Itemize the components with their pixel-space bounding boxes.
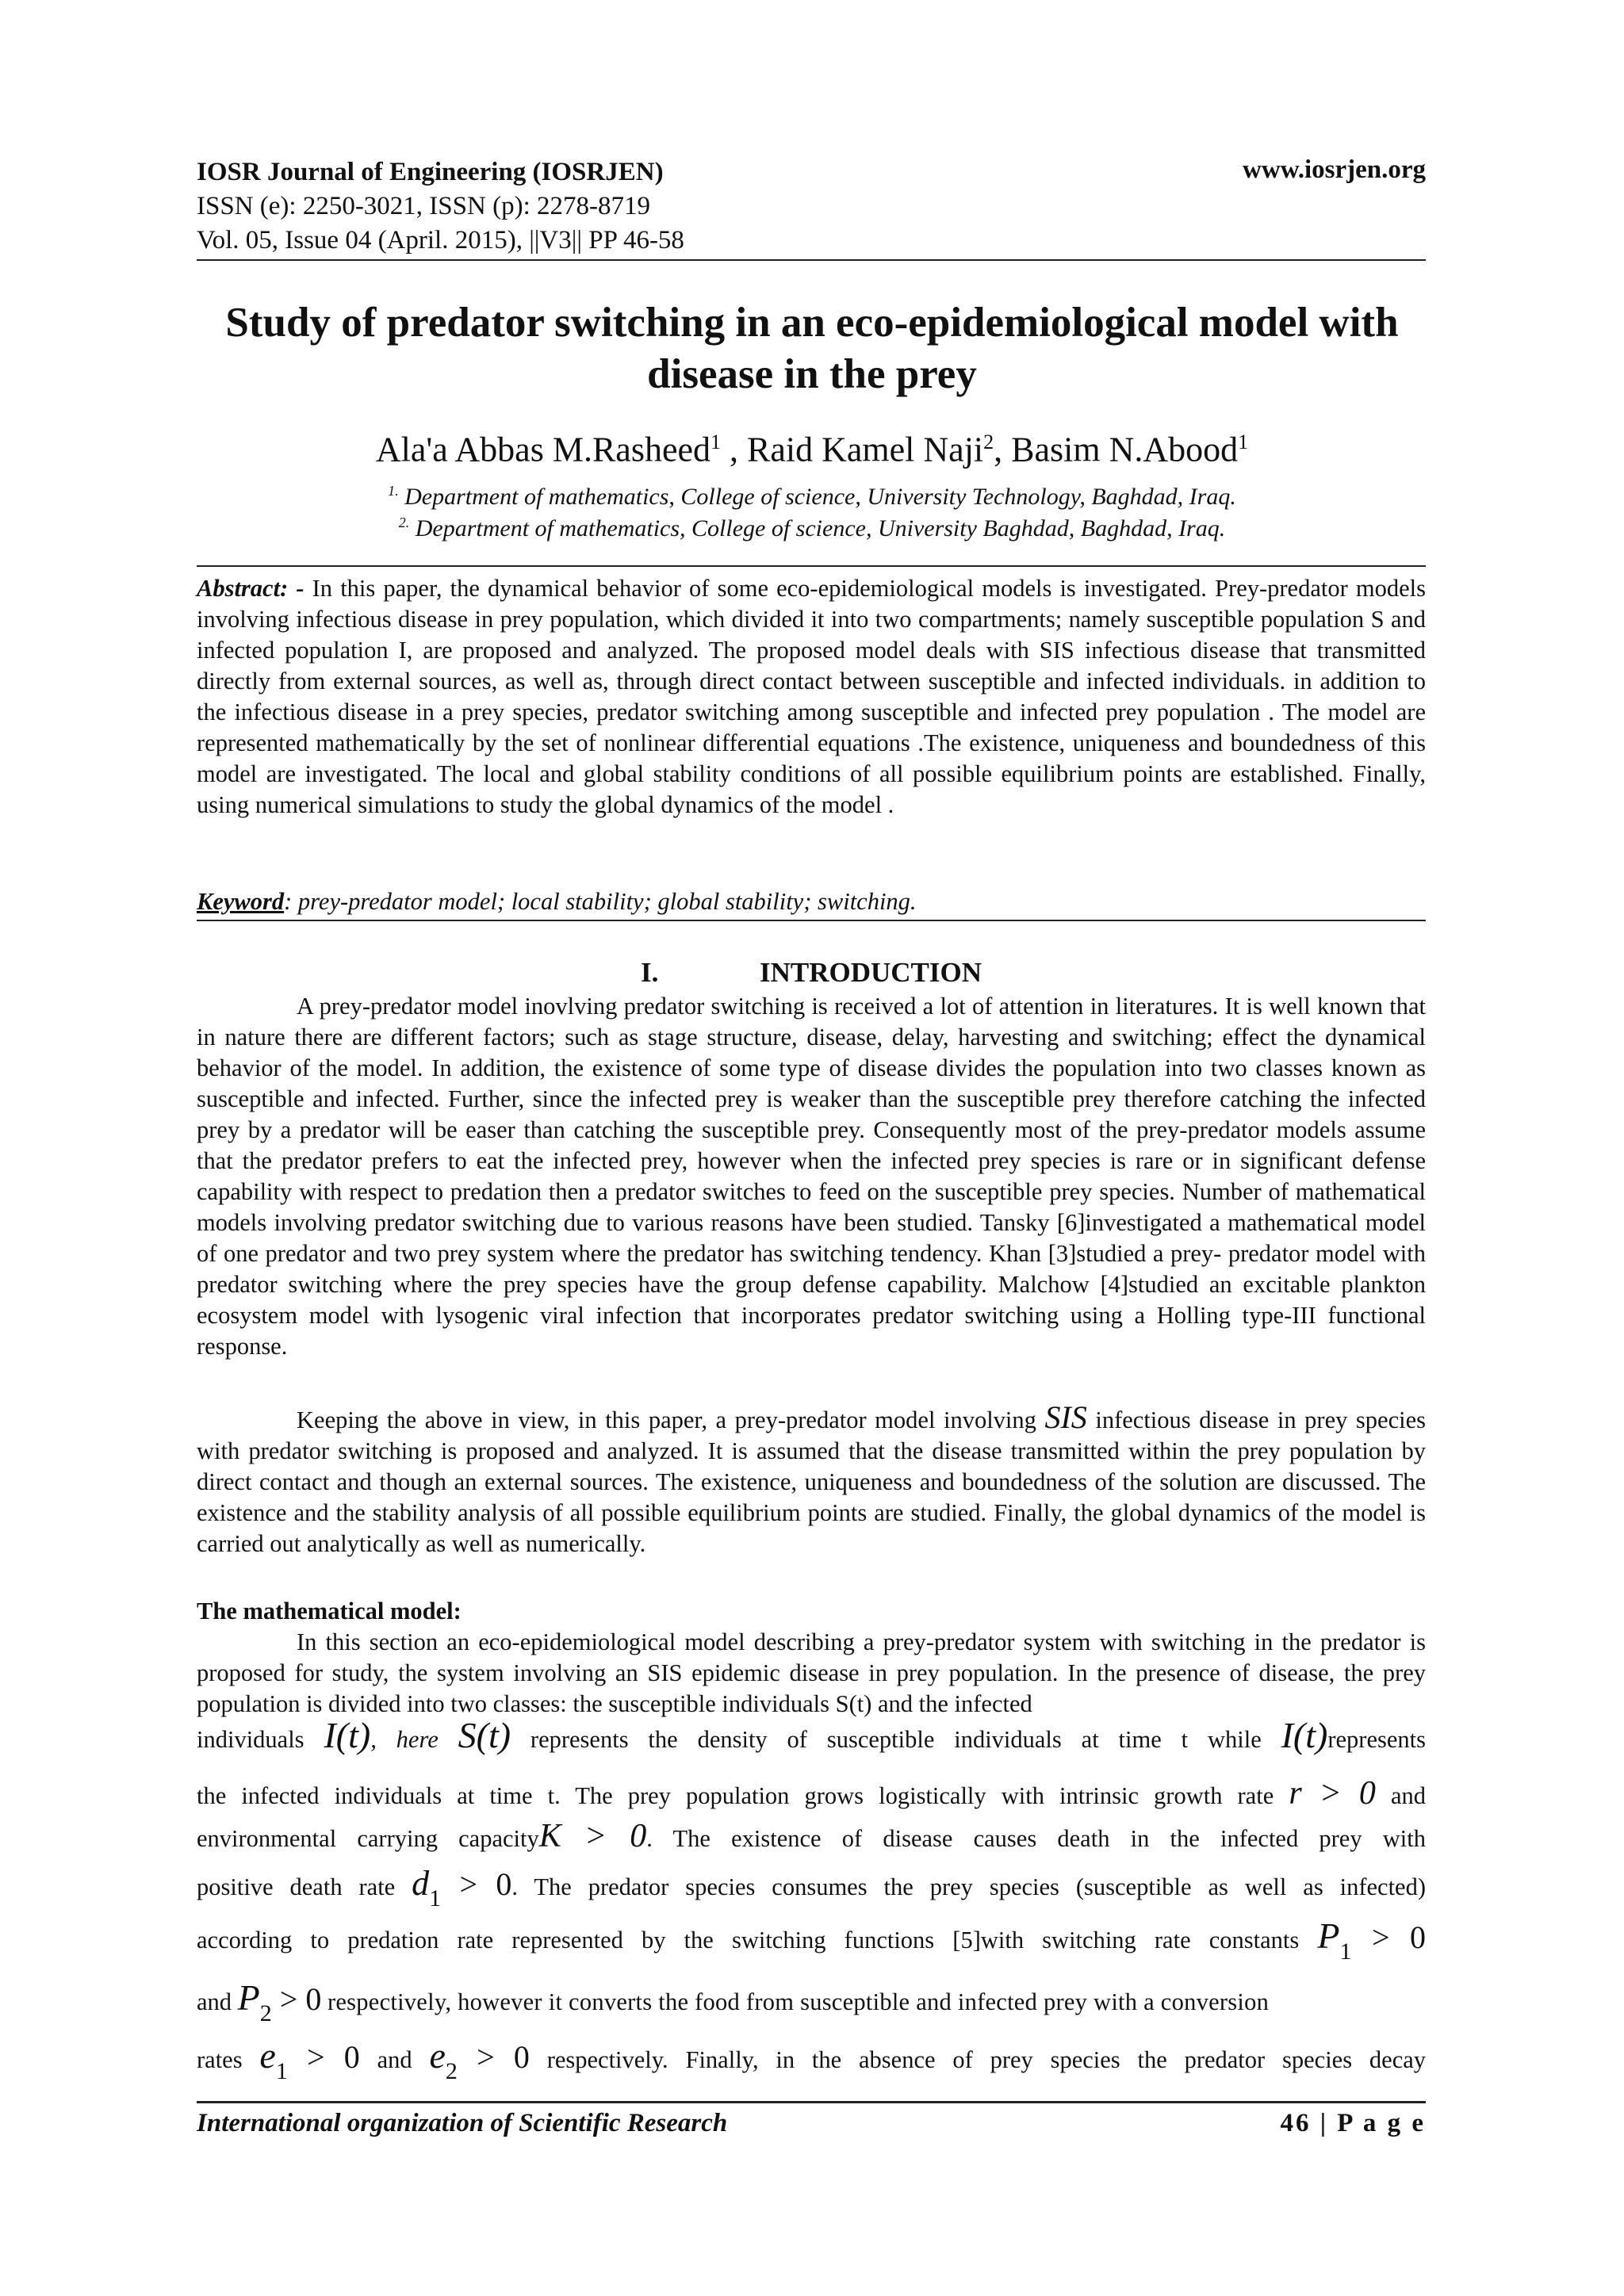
keyword-text: : prey-predator model; local stability; global stability; switching. xyxy=(284,888,917,915)
footer-page-number: 46 | P a g e xyxy=(1280,2109,1426,2137)
abstract-text: In this paper, the dynamical behavior of some eco-epidemiological models is investigated. Prey-predator models involving infectious disease in prey population, which divided it into two compartments; namely susceptible population S and infected population I, are proposed and analyzed. The proposed model deals with SIS infectious disease that transmitted directly from external sources, as well as, through direct contact between susceptible and infected individuals. in addition to the infectious disease in a prey species, predator switching among susceptible and infected prey population . The model are represented mathematically by the set of nonlinear differential equations .The existence, uniqueness and boundedness of this model are investigated. The local and global stability conditions of all possible equilibrium points are established. Finally, using numerical simulations to study the global dynamics of the model . xyxy=(197,575,1426,818)
section-heading-introduction xyxy=(197,955,1426,990)
author-affiliation-mark: 2 xyxy=(983,430,994,453)
author-name: , Raid Kamel Naji xyxy=(721,430,984,469)
model-paragraph xyxy=(197,1627,1426,1720)
intro-paragraph-1-text: A prey-predator model inovlving predator switching is received a lot of attention in literatures. It is well known that in nature there are different factors; such as stage structure, disease, delay, harvesting and switching; effect the dynamical behavior of the model. In addition, the existence of some type of disease divides the population into two classes known as susceptible and infected. Further, since the infected prey is weaker than the susceptible prey therefore catching the infected prey by a predator will be easer than catching the susceptible prey. Consequently most of the prey-predator models assume that the predator prefers to eat the infected prey, however when the infected prey species is rare or in significant defense capability with respect to predation then a predator switches to feed on the susceptible prey species. Number of mathematical models involving predator switching due to various reasons have been studied. Tansky [6]investigated a mathematical model of one predator and two prey system where the predator has switching tendency. Khan [3]studied a prey- predator model with predator switching where the prey species have the group defense capability. Malchow [4]studied an excitable plankton ecosystem model with lysogenic viral infection that incorporates predator switching using a Holling type-III functional response. xyxy=(197,993,1426,1360)
math-e-symbol: e xyxy=(429,2035,446,2076)
section-number: I. xyxy=(640,957,659,988)
model-heading: The mathematical model: xyxy=(197,1598,462,1624)
model-text: according to predation rate represented by the switching functions [5]with switching rate constants xyxy=(197,1927,1300,1954)
footer-organization: International organization of Scientific Research xyxy=(197,2109,728,2137)
math-K-positive: K > 0 xyxy=(538,1818,647,1854)
model-text: . The existence of disease causes death in the infected prey with xyxy=(646,1825,1426,1852)
model-text: environmental carrying capacity xyxy=(197,1825,539,1852)
math-sis: SIS xyxy=(1044,1399,1087,1435)
math-e-symbol: e xyxy=(259,2035,276,2076)
author-affiliation-mark: 1 xyxy=(710,430,722,453)
author-affiliation-mark: 1 xyxy=(1238,430,1249,453)
math-e2 xyxy=(429,2035,458,2084)
journal-issn: ISSN (e): 2250-3021, ISSN (p): 2278-8719 xyxy=(197,192,650,220)
math-subscript: 1 xyxy=(429,1885,442,1911)
model-text: and xyxy=(1390,1782,1427,1809)
model-text: individuals xyxy=(197,1726,304,1753)
section-title: INTRODUCTION xyxy=(759,957,982,988)
math-P1 xyxy=(1317,1915,1352,1965)
abstract-label: Abstract: - xyxy=(197,575,304,602)
intro-paragraph-1 xyxy=(197,991,1426,1362)
paper-title xyxy=(159,297,1465,400)
math-e1 xyxy=(259,2035,288,2084)
math-P-symbol: P xyxy=(1317,1915,1340,1956)
math-P-symbol: P xyxy=(237,1977,260,2018)
author-name: , Basim N.Abood xyxy=(994,430,1239,469)
affiliation-text: Department of mathematics, College of science, University Baghdad, Baghdad, Iraq. xyxy=(409,515,1226,541)
model-line-4 xyxy=(197,1863,1427,1911)
journal-name: IOSR Journal of Engineering (IOSRJEN) xyxy=(197,158,664,186)
math-I-t-2: I(t) xyxy=(1281,1715,1328,1755)
affiliation-text: Department of mathematics, College of science, University Technology, Baghdad, Iraq. xyxy=(398,484,1236,510)
model-line-7 xyxy=(197,2034,1427,2084)
affiliation-mark: 2. xyxy=(398,515,410,530)
keyword-rule xyxy=(197,920,1426,921)
math-gt-zero: > 0 xyxy=(1351,1919,1427,1955)
journal-volume: Vol. 05, Issue 04 (April. 2015), ||V3|| PP 46-58 xyxy=(197,226,684,254)
model-text: . The predator species consumes the prey species (susceptible as well as infected) xyxy=(511,1873,1427,1900)
affiliation-mark: 1. xyxy=(388,483,399,499)
intro-paragraph-2-text-cont: infectious disease in prey species with predator switching is proposed and analyzed. It is assumed that the disease transmitted within the prey population by direct contact and though an external sources. The existence, uniqueness and boundedness of the solution are discussed. The existence and the stability analysis of all possible equilibrium points are studied. Finally, the global dynamics of the model is carried out analytically as well as numerically. xyxy=(197,1406,1426,1557)
model-line-3 xyxy=(197,1817,1426,1855)
model-text: represents xyxy=(1327,1726,1426,1753)
math-d-symbol: d xyxy=(412,1864,430,1903)
model-text: represents the density of susceptible individuals at time t while xyxy=(530,1726,1262,1753)
model-line-1 xyxy=(197,1714,1426,1756)
intro-paragraph-2-text: Keeping the above in view, in this paper, a prey-predator model involving xyxy=(297,1406,1045,1433)
model-text: positive death rate xyxy=(197,1873,396,1900)
model-text: rates xyxy=(197,2046,243,2073)
abstract xyxy=(197,573,1426,821)
math-gt-zero: > 0 xyxy=(271,1981,322,2017)
keywords xyxy=(197,886,1426,917)
math-r-positive: r > 0 xyxy=(1289,1775,1376,1812)
math-S-t: S(t) xyxy=(458,1715,511,1755)
author-list xyxy=(159,420,1465,473)
model-text: respectively. Finally, in the absence of prey species the predator species decay xyxy=(546,2046,1427,2073)
math-subscript: 1 xyxy=(275,2058,288,2084)
title-line-2: disease in the prey xyxy=(647,351,977,397)
intro-paragraph-2 xyxy=(197,1399,1426,1559)
model-text: the infected individuals at time t. The prey population grows logistically with intrinsic growth rate xyxy=(197,1782,1274,1809)
math-subscript: 2 xyxy=(259,2000,272,2026)
abstract-top-rule xyxy=(197,565,1426,567)
affiliation-2 xyxy=(159,507,1465,544)
math-I-t: I(t) xyxy=(324,1715,371,1755)
model-line-6 xyxy=(197,1976,1426,2026)
model-text: respectively, however it converts the food from susceptible and infected prey with a conversion xyxy=(327,1988,1270,2015)
journal-website[interactable]: www.iosrjen.org xyxy=(1243,155,1426,184)
model-text: and xyxy=(197,1988,232,2015)
math-d1 xyxy=(412,1864,442,1911)
model-line-2 xyxy=(197,1774,1426,1812)
keyword-label: Keyword xyxy=(197,888,285,915)
math-P2 xyxy=(237,1977,272,2026)
math-subscript: 2 xyxy=(445,2058,458,2084)
author-name: Ala'a Abbas M.Rasheed xyxy=(375,430,711,469)
math-gt-zero: > 0 xyxy=(441,1866,512,1902)
model-text: , here xyxy=(370,1726,439,1753)
math-gt-zero: > 0 xyxy=(287,2039,360,2075)
header-rule xyxy=(197,259,1426,261)
math-gt-zero: > 0 xyxy=(457,2039,530,2075)
model-paragraph-text: In this section an eco-epidemiological model describing a prey-predator system with switching in the predator is proposed for study, the system involving an SIS epidemic disease in prey population. In the presence of disease, the prey population is divided into two classes: the susceptible individuals S(t) and the infected xyxy=(197,1628,1426,1717)
model-line-5 xyxy=(197,1915,1427,1965)
model-text: and xyxy=(377,2046,412,2073)
footer-rule xyxy=(197,2101,1426,2103)
title-line-1: Study of predator switching in an eco-epidemiological model with xyxy=(225,300,1399,346)
math-subscript: 1 xyxy=(1339,1938,1352,1965)
